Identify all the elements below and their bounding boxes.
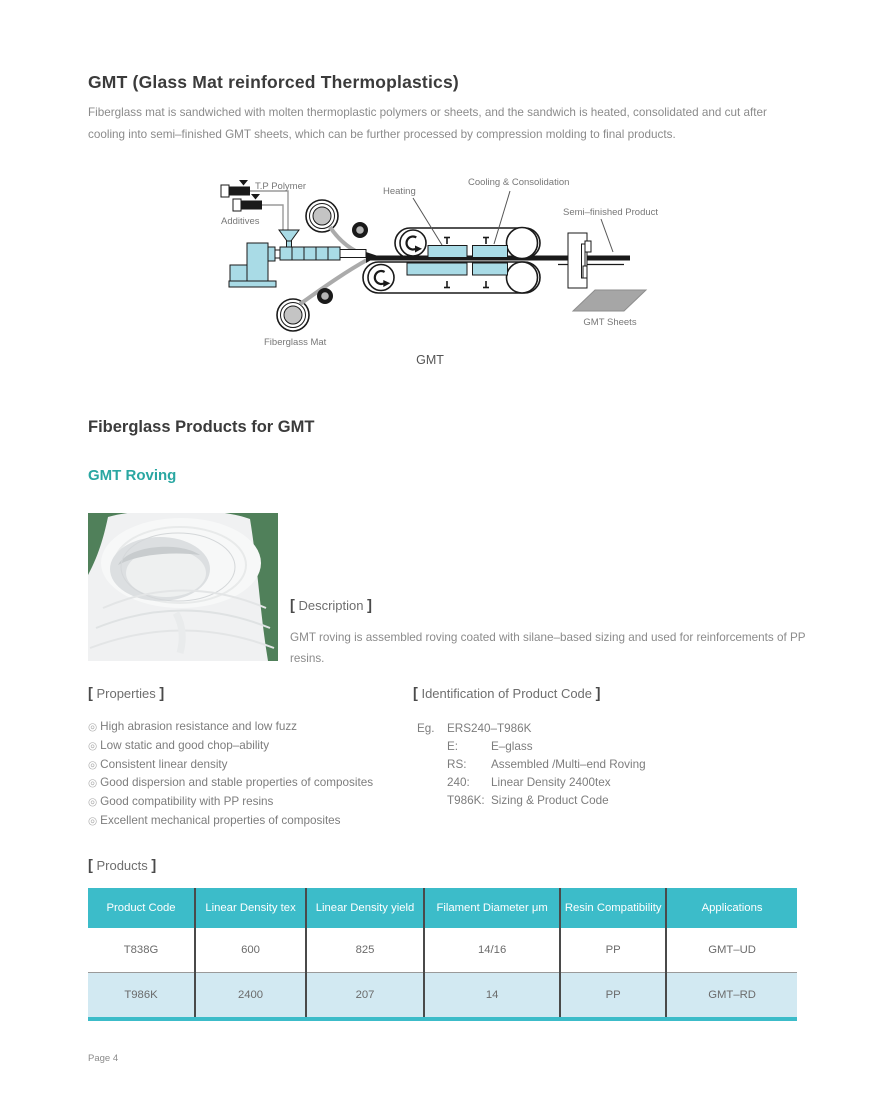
code-value: E–glass [491,740,533,753]
table-cell: GMT–UD [666,928,797,973]
bullseye-bullet-icon: ◎ [88,777,98,790]
semi-finished-label: Semi–finished Product [563,207,659,218]
description-body: GMT roving is assembled roving coated with silane–based sizing and used for reinforcements of PP resins. [290,631,806,665]
bracket-close: ] [159,686,165,702]
bullseye-bullet-icon: ◎ [88,796,98,809]
bracket-close: ] [367,598,372,614]
bracket-open: [ [290,598,295,614]
property-text: Consistent linear density [100,757,228,771]
products-heading [88,858,156,874]
tp-polymer-injector-icon [221,180,250,197]
bracket-close: ] [151,858,157,874]
fiberglass-mat-roll-bottom [277,299,309,331]
guide-roller-bottom [317,288,333,304]
column-header: Linear Density yield [306,888,424,928]
property-text: Low static and good chop–ability [100,738,270,752]
column-header: Applications [666,888,797,928]
column-header: Product Code [88,888,195,928]
table-cell: GMT–RD [666,973,797,1020]
properties-title: Properties [96,686,156,701]
property-text: High abrasion resistance and low fuzz [100,720,298,733]
properties-heading [88,686,164,702]
cooling-label: Cooling & Consolidation [468,177,570,188]
table-cell: 825 [306,928,424,973]
guide-roller-top [352,222,368,238]
column-header: Linear Density tex [195,888,306,928]
gmt-roving-heading: GMT Roving [88,467,177,484]
code-row [447,756,646,774]
column-header: Filament Diameter μm [424,888,560,928]
code-key: E: [447,740,459,753]
code-row [447,738,646,756]
list-item [88,793,373,812]
list-item [88,737,373,756]
table-cell: T838G [88,928,195,973]
additives-injector-icon [233,194,262,211]
bullseye-bullet-icon: ◎ [88,739,98,752]
gmt-process-diagram [180,168,680,378]
bullseye-bullet-icon: ◎ [88,758,98,771]
column-header: Resin Compatibility [560,888,666,928]
heating-label: Heating [383,186,416,197]
gmt-sheets-label: GMT Sheets [583,317,637,328]
code-value: Linear Density 2400tex [491,776,611,789]
list-item [88,756,373,775]
page-number: Page 4 [88,1053,119,1064]
code-value: Assembled /Multi–end Roving [491,758,646,771]
property-text: Good compatibility with PP resins [100,795,274,809]
bracket-open: [ [413,686,418,702]
table-cell: 207 [306,973,424,1020]
bullseye-bullet-icon: ◎ [88,721,98,733]
table-cell: PP [560,928,666,973]
identification-block [417,720,646,810]
code-row [447,774,646,792]
diagram-caption: GMT [416,353,444,367]
code-key: 240: [447,776,470,789]
products-table [88,888,797,1021]
code-key: T986K: [447,794,485,807]
table-cell: 600 [195,928,306,973]
table-header-row [88,888,797,928]
fiberglass-mat-roll-top [306,200,338,232]
products-title: Products [96,858,148,873]
mat-path-bottom [300,260,367,304]
table-row [88,928,797,973]
code-value: Sizing & Product Code [491,794,609,807]
code-key: RS: [447,758,467,771]
code-row [447,792,646,810]
table-cell: T986K [88,973,195,1020]
bullseye-bullet-icon: ◎ [88,814,98,827]
table-row [88,973,797,1020]
table-cell: 14/16 [424,928,560,973]
code-breakdown [447,738,646,810]
identification-heading [413,686,601,702]
example-code: ERS240–T986K [447,722,532,735]
table-cell: 2400 [195,973,306,1020]
roving-photo [88,513,278,661]
list-item [88,812,373,831]
table-cell: PP [560,973,666,1020]
property-text: Excellent mechanical properties of composites [100,813,341,827]
fiberglass-mat-label: Fiberglass Mat [264,337,327,348]
eg-label: Eg. [417,722,435,735]
description-title: Description [298,598,364,613]
additives-feed-line [262,205,283,230]
property-text: Good dispersion and stable properties of composites [100,776,374,790]
identification-title: Identification of Product Code [421,686,593,701]
bracket-close: ] [595,686,601,702]
tp-polymer-label: T.P Polymer [255,181,307,192]
bracket-open: [ [88,686,93,702]
properties-list [88,718,373,831]
list-item [88,774,373,793]
extruder-icon [229,230,366,287]
table-cell: 14 [424,973,560,1020]
page-title: GMT (Glass Mat reinforced Thermoplastics) [88,72,459,92]
semi-finished-leader-line [601,219,613,252]
additives-label: Additives [221,216,260,227]
intro-paragraph: Fiberglass mat is sandwiched with molten thermoplastic polymers or sheets, and the sandwich is heated, consolidated and cut after cooling into semi–finished GMT sheets, which can be further processed by compression molding to final products. [88,106,767,141]
list-item [88,718,373,737]
gmt-sheet-icon [573,290,646,311]
example-code-row [417,720,646,738]
fiberglass-products-heading: Fiberglass Products for GMT [88,418,315,436]
description-heading [290,598,372,614]
bracket-open: [ [88,858,93,874]
